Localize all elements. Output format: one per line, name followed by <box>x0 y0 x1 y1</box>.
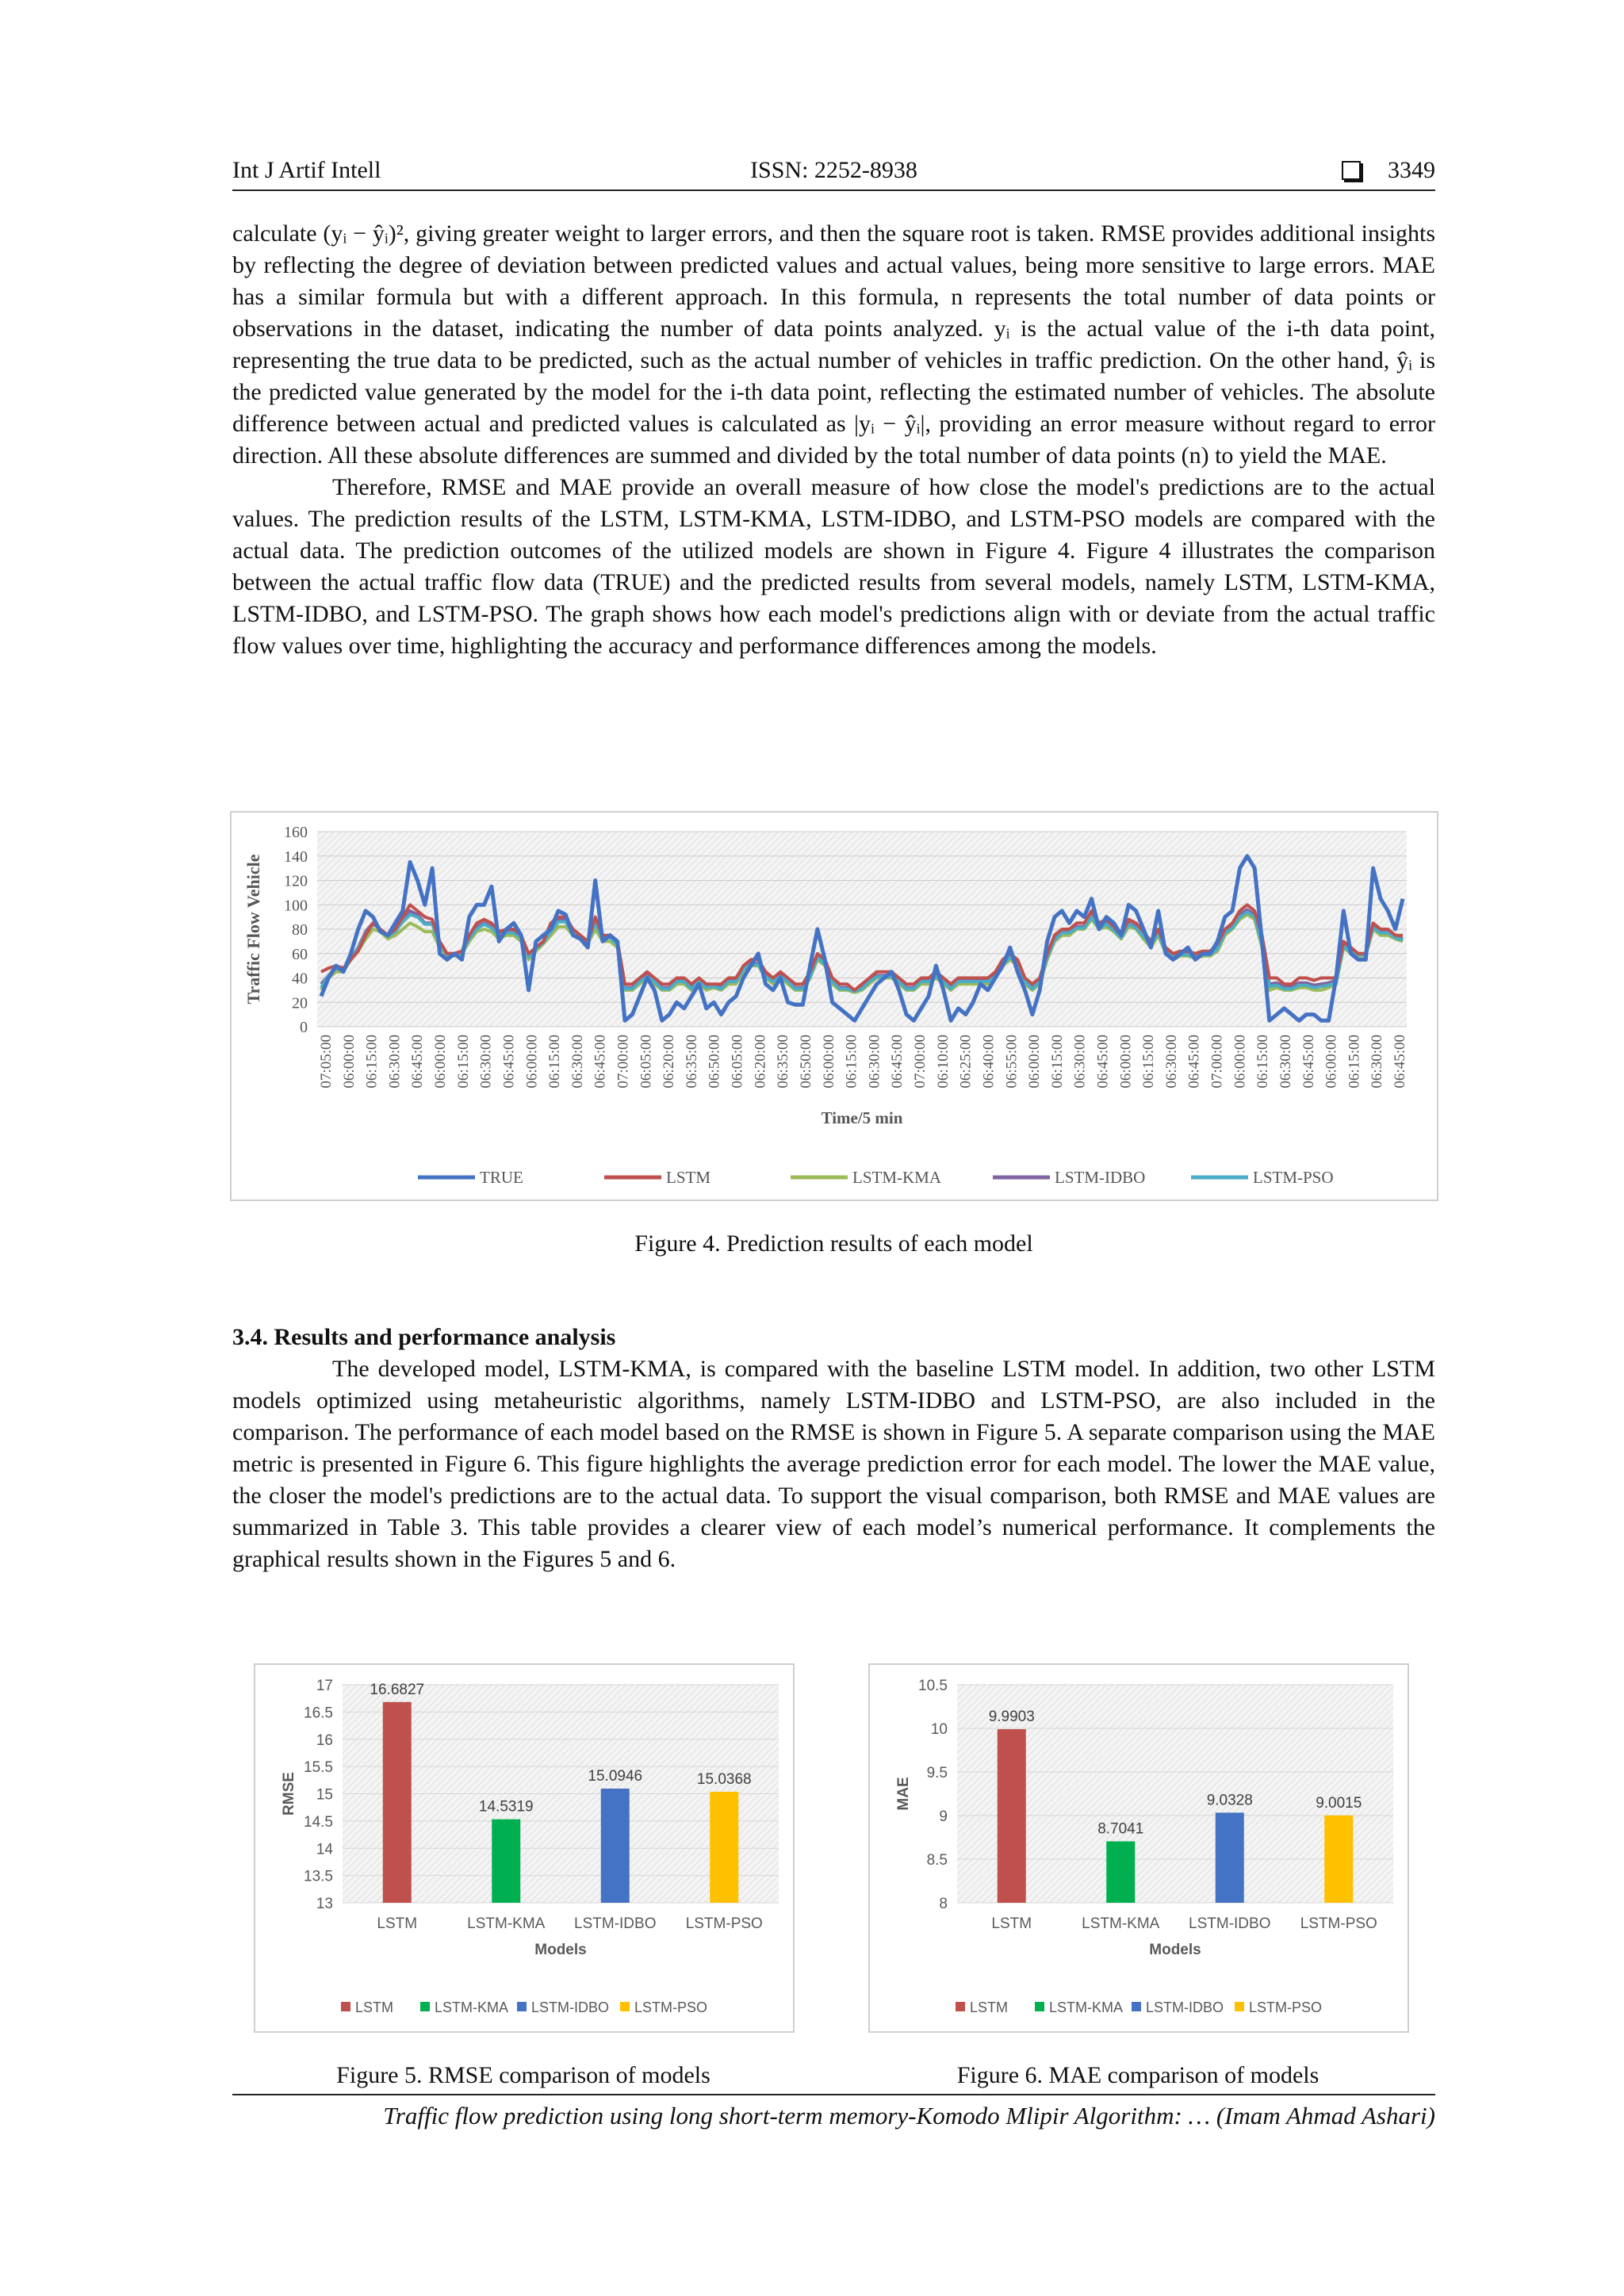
bar-lstm-idbo <box>601 1789 630 1903</box>
y-tick-label: 13 <box>316 1896 333 1912</box>
figure-6-bar-chart <box>870 1665 1408 2031</box>
journal-name: Int J Artif Intell <box>232 157 381 183</box>
y-tick-label: 17 <box>316 1678 333 1694</box>
paragraph-1: calculate (yᵢ − ŷᵢ)², giving greater weight to larger errors, and then the square root is taken. RMSE provides additional insights by reflecting the degree of deviation between predicted values and actual values, being more sensitive to large errors. MAE has a similar formula but with a different approach. In this formula, n represents the total number of data points or observations in the dataset, indicating the number of data points analyzed. yᵢ is the actual value of the i-th data point, representing the true data to be predicted, such as the actual number of vehicles in traffic prediction. On the other hand, ŷᵢ is the predicted value generated by the model for the i-th data point, reflecting the estimated number of vehicles. The absolute difference between actual and predicted values is calculated as |yᵢ − ŷᵢ|, providing an error measure without regard to error direction. All these absolute differences are summed and divided by the total number of data points (n) to yield the MAE. <box>232 220 1435 469</box>
bar-lstm <box>998 1729 1026 1903</box>
bar-lstm-pso <box>710 1792 738 1903</box>
y-axis-title: MAE <box>895 1777 912 1811</box>
x-tick-label: 06:05:00 <box>729 1035 746 1089</box>
y-tick-label: 14.5 <box>304 1813 333 1831</box>
figure-5-caption: Figure 5. RMSE comparison of models <box>336 2062 710 2088</box>
legend-swatch <box>1035 2002 1044 2011</box>
x-tick-label: 06:00:00 <box>1323 1035 1340 1089</box>
x-axis-title: Time/5 min <box>821 1108 903 1127</box>
figure-4-box <box>230 811 1438 1201</box>
x-tick-label: 06:15:00 <box>1140 1035 1158 1089</box>
x-tick-label: 06:35:00 <box>775 1035 792 1089</box>
bar-lstm-kma <box>492 1820 520 1903</box>
figure-6-caption: Figure 6. MAE comparison of models <box>956 2062 1320 2088</box>
paragraph-2: Therefore, RMSE and MAE provide an overall measure of how close the model's predictions are to the actual values. The prediction results of the LSTM, LSTM-KMA, LSTM-IDBO, and LSTM-PSO models are compared with the actual data. The prediction outcomes of the utilized models are shown in Figure 4. Figure 4 illustrates the comparison between the actual traffic flow data (TRUE) and the predicted results from several models, namely LSTM, LSTM-KMA, LSTM-IDBO, and LSTM-PSO. The graph shows how each model's predictions align with or deviate from the actual traffic flow values over time, highlighting the accuracy and performance differences among the models. <box>232 474 1435 659</box>
legend-label: LSTM-PSO <box>1253 1168 1334 1187</box>
legend-label: LSTM <box>666 1168 711 1187</box>
legend-swatch <box>620 2002 630 2011</box>
x-tick-label: 06:45:00 <box>1185 1035 1203 1089</box>
x-tick-label: 06:00:00 <box>820 1035 837 1089</box>
bar-lstm <box>383 1702 412 1903</box>
x-tick-label: 06:50:00 <box>706 1035 723 1089</box>
paragraph-3: The developed model, LSTM-KMA, is compared with the baseline LSTM model. In addition, two other LSTM models optimized using metaheuristic algorithms, namely LSTM-IDBO and LSTM-PSO, are also included in the comparison. The performance of each model based on the RMSE is shown in Figure 5. A separate comparison using the MAE metric is presented in Figure 6. This figure highlights the average prediction error for each model. The lower the MAE value, the closer the model's predictions are to the actual data. To support the visual comparison, both RMSE and MAE values are summarized in Table 3. This table provides a clearer view of each model’s numerical performance. It complements the graphical results shown in the Figures 5 and 6. <box>232 1356 1435 1572</box>
figure-4-line-chart <box>232 813 1437 1200</box>
section-3-4 <box>232 1322 1435 1575</box>
y-tick-label: 100 <box>284 897 308 915</box>
x-tick-label: 06:30:00 <box>569 1035 586 1089</box>
x-tick-label: 06:00:00 <box>340 1035 358 1089</box>
running-header <box>232 153 1435 191</box>
y-tick-label: 16 <box>316 1732 333 1749</box>
x-tick-label: 06:00:00 <box>1026 1035 1044 1089</box>
y-tick-label: 140 <box>284 848 308 866</box>
x-tick-label: 06:00:00 <box>523 1035 541 1089</box>
x-tick-label: 06:20:00 <box>752 1035 769 1089</box>
x-tick-label: 06:20:00 <box>661 1035 678 1089</box>
x-tick-label: 06:15:00 <box>363 1035 381 1089</box>
y-tick-label: 8 <box>939 1896 948 1912</box>
x-tick-label: 06:45:00 <box>889 1035 906 1089</box>
legend-label: TRUE <box>480 1168 523 1187</box>
data-label: 9.0015 <box>1316 1794 1362 1812</box>
data-label: 9.9903 <box>988 1709 1035 1726</box>
x-tick-label: 06:30:00 <box>866 1035 883 1089</box>
y-tick-label: 9 <box>939 1808 948 1825</box>
legend-label: LSTM-IDBO <box>1055 1168 1146 1187</box>
x-tick-label: 06:10:00 <box>934 1035 952 1089</box>
x-tick-label: 06:15:00 <box>454 1035 472 1089</box>
y-tick-label: 160 <box>284 824 308 841</box>
y-tick-label: 10 <box>930 1721 948 1738</box>
y-tick-label: 10.5 <box>918 1678 948 1694</box>
x-tick-label: 06:35:00 <box>683 1035 700 1089</box>
x-tick-label: 06:50:00 <box>797 1035 814 1089</box>
x-tick-label: LSTM <box>377 1915 418 1932</box>
x-tick-label: 06:30:00 <box>1071 1035 1089 1089</box>
x-tick-label: 06:30:00 <box>1277 1035 1294 1089</box>
x-tick-label: LSTM-PSO <box>1300 1915 1377 1932</box>
x-tick-label: 06:45:00 <box>409 1035 427 1089</box>
y-tick-label: 9.5 <box>926 1765 948 1781</box>
x-tick-label: 06:40:00 <box>980 1035 998 1089</box>
legend-label: LSTM <box>355 1999 394 2015</box>
x-tick-label: LSTM-PSO <box>685 1915 763 1932</box>
y-tick-label: 8.5 <box>926 1852 948 1869</box>
figure-4-caption: Figure 4. Prediction results of each model <box>634 1230 1033 1257</box>
x-tick-label: LSTM-IDBO <box>1189 1915 1271 1932</box>
page-number: 3349 <box>1388 157 1435 183</box>
x-tick-label: 06:30:00 <box>1162 1035 1180 1089</box>
data-label: 8.7041 <box>1097 1820 1144 1838</box>
x-tick-label: 06:00:00 <box>1117 1035 1135 1089</box>
legend-swatch <box>1235 2002 1244 2011</box>
x-tick-label: LSTM-KMA <box>467 1915 546 1932</box>
x-axis-title: Models <box>1149 1942 1201 1958</box>
y-tick-label: 15 <box>316 1786 333 1804</box>
body-text-top <box>232 218 1435 662</box>
x-tick-label: 06:30:00 <box>477 1035 495 1089</box>
square-bullet-icon <box>1342 161 1361 180</box>
x-tick-label: 06:30:00 <box>1369 1035 1386 1089</box>
x-tick-label: 06:30:00 <box>386 1035 404 1089</box>
x-tick-label: 07:00:00 <box>615 1035 632 1089</box>
issn: ISSN: 2252-8938 <box>750 157 917 183</box>
x-axis-title: Models <box>534 1942 587 1958</box>
running-footer <box>232 2094 1435 2130</box>
y-tick-label: 40 <box>292 970 308 988</box>
x-tick-label: LSTM-IDBO <box>574 1915 657 1932</box>
x-tick-label: 06:05:00 <box>638 1035 655 1089</box>
x-tick-label: 07:00:00 <box>1208 1035 1226 1089</box>
x-tick-label: LSTM <box>991 1915 1032 1932</box>
legend-label: LSTM-PSO <box>1249 1999 1323 2015</box>
legend-swatch <box>420 2002 430 2011</box>
legend-label: LSTM-KMA <box>852 1168 942 1187</box>
footer-citation: Traffic flow prediction using long short-term memory-Komodo Mlipir Algorithm: … (Imam Ahmad Ashari) <box>383 2102 1435 2130</box>
figure-5-bar-chart <box>255 1665 793 2031</box>
y-tick-label: 16.5 <box>304 1705 333 1722</box>
x-tick-label: LSTM-KMA <box>1082 1915 1160 1932</box>
data-label: 16.6827 <box>370 1681 425 1698</box>
y-axis-title: Traffic Flow Vehicle <box>243 854 263 1004</box>
data-label: 15.0946 <box>588 1767 643 1785</box>
bar-lstm-kma <box>1106 1842 1135 1903</box>
x-tick-label: 07:05:00 <box>318 1035 335 1089</box>
x-tick-label: 07:00:00 <box>912 1035 929 1089</box>
section-title: 3.4. Results and performance analysis <box>232 1324 616 1350</box>
x-tick-label: 06:55:00 <box>1003 1035 1021 1089</box>
x-tick-label: 06:45:00 <box>500 1035 518 1089</box>
legend-label: LSTM <box>970 1999 1009 2015</box>
x-tick-label: 06:15:00 <box>546 1035 564 1089</box>
y-tick-label: 120 <box>284 872 308 890</box>
legend-label: LSTM-KMA <box>435 1999 509 2015</box>
legend-label: LSTM-IDBO <box>1146 1999 1224 2015</box>
bar-lstm-idbo <box>1216 1812 1244 1903</box>
y-tick-label: 14 <box>316 1841 333 1858</box>
figure-6-box <box>868 1663 1409 2033</box>
legend-label: LSTM-IDBO <box>531 1999 610 2015</box>
x-tick-label: 06:25:00 <box>957 1035 975 1089</box>
x-tick-label: 06:00:00 <box>432 1035 450 1089</box>
legend-swatch <box>341 2002 350 2011</box>
x-tick-label: 06:45:00 <box>592 1035 609 1089</box>
bar-lstm-pso <box>1324 1816 1353 1903</box>
figure-5-box <box>254 1663 795 2033</box>
x-tick-label: 06:15:00 <box>1048 1035 1066 1089</box>
legend-swatch <box>517 2002 527 2011</box>
y-tick-label: 13.5 <box>304 1868 333 1885</box>
x-tick-label: 06:15:00 <box>1254 1035 1272 1089</box>
data-label: 15.0368 <box>696 1770 752 1788</box>
y-tick-label: 15.5 <box>304 1759 333 1777</box>
legend-swatch <box>956 2002 965 2011</box>
y-tick-label: 0 <box>300 1019 308 1036</box>
legend-swatch <box>1132 2002 1141 2011</box>
y-tick-label: 60 <box>292 945 308 963</box>
data-label: 14.5319 <box>478 1798 534 1816</box>
y-tick-label: 80 <box>292 921 308 939</box>
x-tick-label: 06:45:00 <box>1300 1035 1317 1089</box>
x-tick-label: 06:15:00 <box>843 1035 860 1089</box>
x-tick-label: 06:45:00 <box>1392 1035 1408 1089</box>
y-tick-label: 20 <box>292 994 308 1012</box>
data-label: 9.0328 <box>1206 1792 1253 1809</box>
y-axis-title: RMSE <box>281 1772 297 1816</box>
x-tick-label: 06:15:00 <box>1346 1035 1363 1089</box>
x-tick-label: 06:00:00 <box>1231 1035 1249 1089</box>
legend-label: LSTM-PSO <box>634 1999 708 2015</box>
legend-label: LSTM-KMA <box>1049 1999 1124 2015</box>
x-tick-label: 06:45:00 <box>1094 1035 1112 1089</box>
